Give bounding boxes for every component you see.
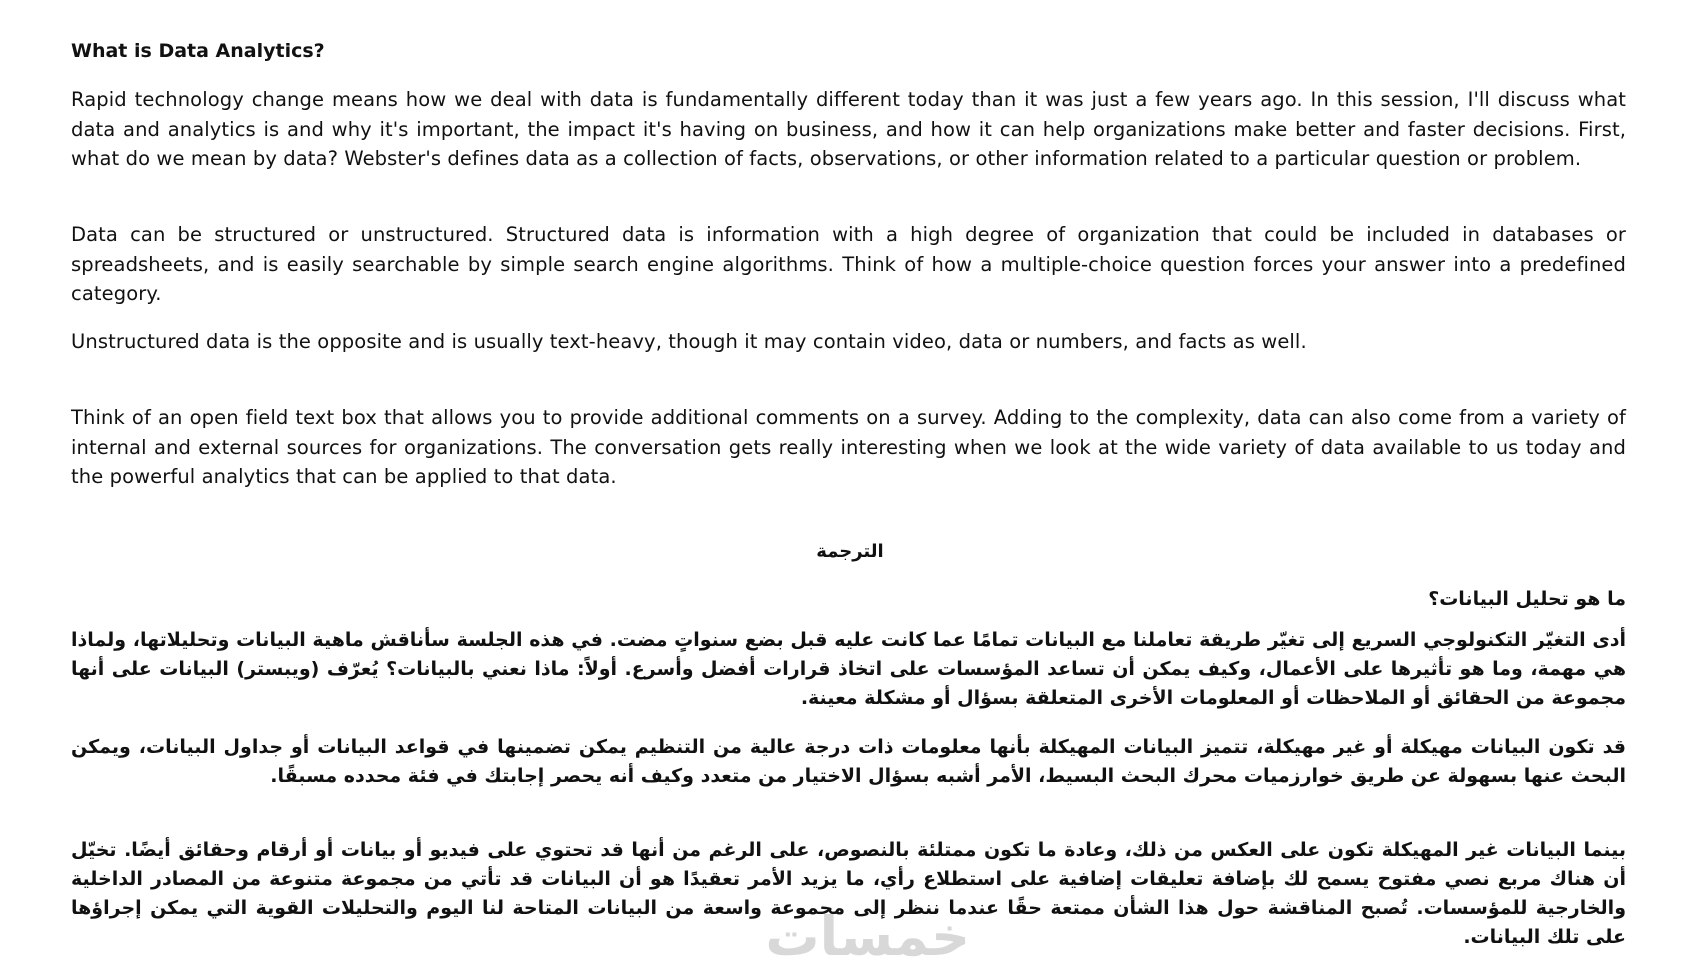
english-title: What is Data Analytics? [71,40,325,62]
arabic-paragraph-3: بينما البيانات غير المهيكلة تكون على العكس من ذلك، وعادة ما تكون ممتلئة بالنصوص، على الرغم من أنها قد تحتوي على فيديو أو بيانات أو أرقام وحقائق أيضًا. تخيّل أن هناك مربع نصي مفتوح يسمح لك بإضافة تعليقات إضافية على استطلاع رأي، ما يزيد الأمر تعقيدًا هو أن البيانات قد تأتي من مجموعة متنوعة من المصادر الداخلية والخارجية للمؤسسات. تُصبح المناقشة حول هذا الشأن ممتعة حقًا عندما ننظر إلى مجموعة واسعة من البيانات المتاحة لنا اليوم والتحليلات القوية التي يمكن إجراؤها على تلك البيانات. [71,839,1626,948]
english-paragraph-3: Unstructured data is the opposite and is usually text-heavy, though it may contain video, data or numbers, and facts as well. [71,330,1307,353]
arabic-title: ما هو تحليل البيانات؟ [1428,588,1626,610]
watermark-logo: خمسات [765,905,970,968]
english-paragraph-4: Think of an open field text box that allows you to provide additional comments on a survey. Adding to the complexity, data can also come from a variety of internal and external sources for organizations. The conversation gets really interesting when we look at the wide variety of data available to us today and the powerful analytics that can be applied to that data. [71,406,1626,489]
arabic-paragraph-2: قد تكون البيانات مهيكلة أو غير مهيكلة، تتميز البيانات المهيكلة بأنها معلومات ذات درجة عالية من التنظيم يمكن تضمينها في قواعد البيانات أو جداول البيانات، ويمكن البحث عنها بسهولة عن طريق خوارزميات محرك البحث البسيط، الأمر أشبه بسؤال الاختيار من متعدد وكيف أنه يحصر إجابتك في فئة محدده مسبقًا. [71,736,1626,787]
arabic-paragraph-1: أدى التغيّر التكنولوجي السريع إلى تغيّر طريقة تعاملنا مع البيانات تمامًا عما كانت عليه قبل بضع سنواتٍ مضت. في هذه الجلسة سأناقش ماهية البيانات وتحليلاتها، ولماذا هي مهمة، وما هو تأثيرها على الأعمال، وكيف يمكن أن تساعد المؤسسات على اتخاذ قرارات أفضل وأسرع. أولاً: ماذا نعني بالبيانات؟ يُعرّف (ويبستر) البيانات على أنها مجموعة من الحقائق أو الملاحظات أو المعلومات الأخرى المتعلقة بسؤال أو مشكلة معينة. [71,629,1626,709]
english-paragraph-1: Rapid technology change means how we deal with data is fundamentally different today than it was just a few years ago. In this session, I'll discuss what data and analytics is and why it's important, the impact it's having on business, and how it can help organizations make better and faster decisions. First, what do we mean by data? Webster's defines data as a collection of facts, observations, or other information related to a particular question or problem. [71,88,1626,171]
english-paragraph-2: Data can be structured or unstructured. Structured data is information with a high degree of organization that could be included in databases or spreadsheets, and is easily searchable by simple search engine algorithms. Think of how a multiple-choice question forces your answer into a predefined category. [71,223,1626,306]
translation-heading: الترجمة [816,541,884,562]
